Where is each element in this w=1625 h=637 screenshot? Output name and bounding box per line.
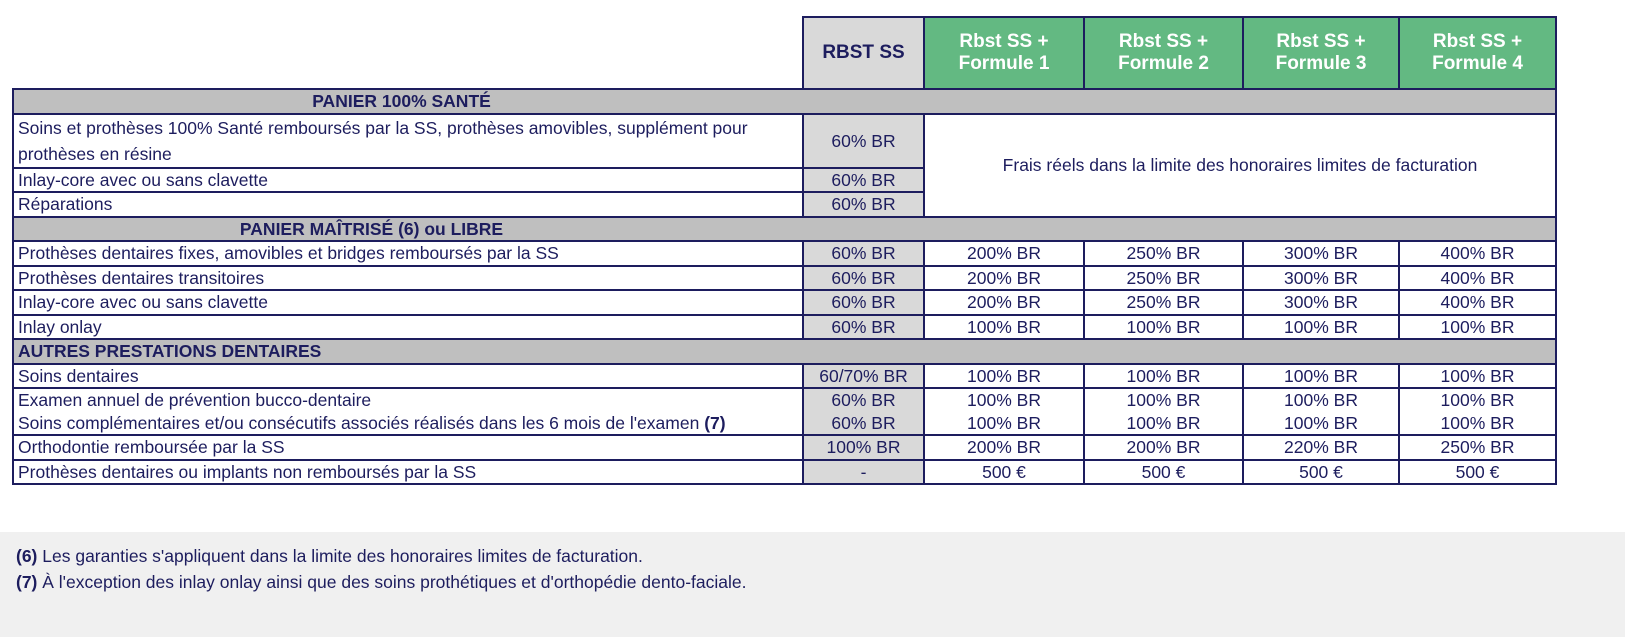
formule-3-value: 300% BR [1243, 241, 1399, 266]
rbst-ss-value: 60% BR [803, 241, 924, 266]
row-label: Soins et prothèses 100% Santé remboursés par la SS, prothèses amovibles, supplément pour prothèses en résine [13, 114, 803, 168]
formule-3-value: 220% BR [1243, 435, 1399, 460]
formule-4-value: 100% BR [1399, 412, 1556, 436]
formule-4-value: 100% BR [1399, 388, 1556, 412]
row-label: Soins dentaires [13, 364, 803, 389]
section-row [13, 217, 1556, 242]
row-label: Soins complémentaires et/ou consécutifs associés réalisés dans les 6 mois de l'examen (7) [13, 412, 803, 436]
row-label: Examen annuel de prévention bucco-dentaire [13, 388, 803, 412]
formule-1-value: 100% BR [924, 364, 1084, 389]
formule-1-value: 100% BR [924, 388, 1084, 412]
header-row [13, 17, 1556, 89]
header-rbst-ss: RBST SS [803, 17, 924, 89]
table-row [13, 290, 1556, 315]
table-row [13, 435, 1556, 460]
header-formule-3: Rbst SS + Formule 3 [1243, 17, 1399, 89]
formule-3-value: 300% BR [1243, 290, 1399, 315]
formule-4-value: 400% BR [1399, 241, 1556, 266]
rbst-ss-value: 60% BR [803, 388, 924, 412]
rbst-ss-value: 60% BR [803, 315, 924, 340]
rbst-ss-value: 60% BR [803, 114, 924, 168]
table-row [13, 364, 1556, 389]
table-row [13, 388, 1556, 412]
formule-4-value: 100% BR [1399, 315, 1556, 340]
formule-1-value: 200% BR [924, 435, 1084, 460]
row-label: Inlay onlay [13, 315, 803, 340]
frais-reels-note: Frais réels dans la limite des honoraires limites de facturation [924, 114, 1556, 217]
rbst-ss-value: 60% BR [803, 266, 924, 291]
section-row [13, 89, 1556, 114]
footnotes [16, 543, 746, 595]
formule-3-value: 500 € [1243, 460, 1399, 485]
row-label: Prothèses dentaires fixes, amovibles et bridges remboursés par la SS [13, 241, 803, 266]
note-ref-7: (7) [704, 412, 726, 433]
row-label: Prothèses dentaires ou implants non remboursés par la SS [13, 460, 803, 485]
row-label: Inlay-core avec ou sans clavette [13, 168, 803, 193]
formule-3-value: 100% BR [1243, 388, 1399, 412]
row-label: Prothèses dentaires transitoires [13, 266, 803, 291]
section-title-panier-100: PANIER 100% SANTÉ [13, 89, 1556, 114]
formule-1-value: 200% BR [924, 266, 1084, 291]
rbst-ss-value: 100% BR [803, 435, 924, 460]
formule-3-value: 100% BR [1243, 364, 1399, 389]
header-formule-4: Rbst SS + Formule 4 [1399, 17, 1556, 89]
table-row [13, 460, 1556, 485]
section-row [13, 339, 1556, 364]
formule-2-value: 250% BR [1084, 266, 1243, 291]
formule-4-value: 400% BR [1399, 266, 1556, 291]
footnote-7: (7) À l'exception des inlay onlay ainsi que des soins prothétiques et d'orthopédie dento-faciale. [16, 572, 747, 592]
section-title-autres-prestations: AUTRES PRESTATIONS DENTAIRES [13, 339, 1556, 364]
table-row [13, 315, 1556, 340]
formule-2-value: 100% BR [1084, 364, 1243, 389]
formule-1-value: 100% BR [924, 412, 1084, 436]
section-title-panier-maitrise: PANIER MAÎTRISÉ (6) ou LIBRE [13, 217, 1556, 242]
table-row [13, 114, 1556, 168]
rbst-ss-value: 60% BR [803, 290, 924, 315]
formule-1-value: 200% BR [924, 241, 1084, 266]
header-formule-1: Rbst SS + Formule 1 [924, 17, 1084, 89]
formule-3-value: 100% BR [1243, 315, 1399, 340]
rbst-ss-value: 60% BR [803, 192, 924, 217]
formule-1-value: 100% BR [924, 315, 1084, 340]
formule-3-value: 100% BR [1243, 412, 1399, 436]
rbst-ss-value: - [803, 460, 924, 485]
formule-2-value: 250% BR [1084, 290, 1243, 315]
header-blank [13, 17, 803, 89]
header-formule-2: Rbst SS + Formule 2 [1084, 17, 1243, 89]
formule-4-value: 250% BR [1399, 435, 1556, 460]
formule-2-value: 100% BR [1084, 315, 1243, 340]
formule-3-value: 300% BR [1243, 266, 1399, 291]
rbst-ss-value: 60% BR [803, 412, 924, 436]
formule-1-value: 500 € [924, 460, 1084, 485]
row-label: Orthodontie remboursée par la SS [13, 435, 803, 460]
table-row [13, 266, 1556, 291]
formule-2-value: 200% BR [1084, 435, 1243, 460]
formule-2-value: 100% BR [1084, 388, 1243, 412]
footnote-6: (6) Les garanties s'appliquent dans la limite des honoraires limites de facturation. [16, 546, 643, 566]
table-row [13, 412, 1556, 436]
formule-4-value: 500 € [1399, 460, 1556, 485]
formule-4-value: 100% BR [1399, 364, 1556, 389]
rbst-ss-value: 60/70% BR [803, 364, 924, 389]
formule-2-value: 100% BR [1084, 412, 1243, 436]
row-label: Réparations [13, 192, 803, 217]
formule-2-value: 250% BR [1084, 241, 1243, 266]
table-row [13, 241, 1556, 266]
formule-2-value: 500 € [1084, 460, 1243, 485]
rbst-ss-value: 60% BR [803, 168, 924, 193]
row-label: Inlay-core avec ou sans clavette [13, 290, 803, 315]
formule-4-value: 400% BR [1399, 290, 1556, 315]
guarantee-table [12, 16, 1557, 485]
formule-1-value: 200% BR [924, 290, 1084, 315]
